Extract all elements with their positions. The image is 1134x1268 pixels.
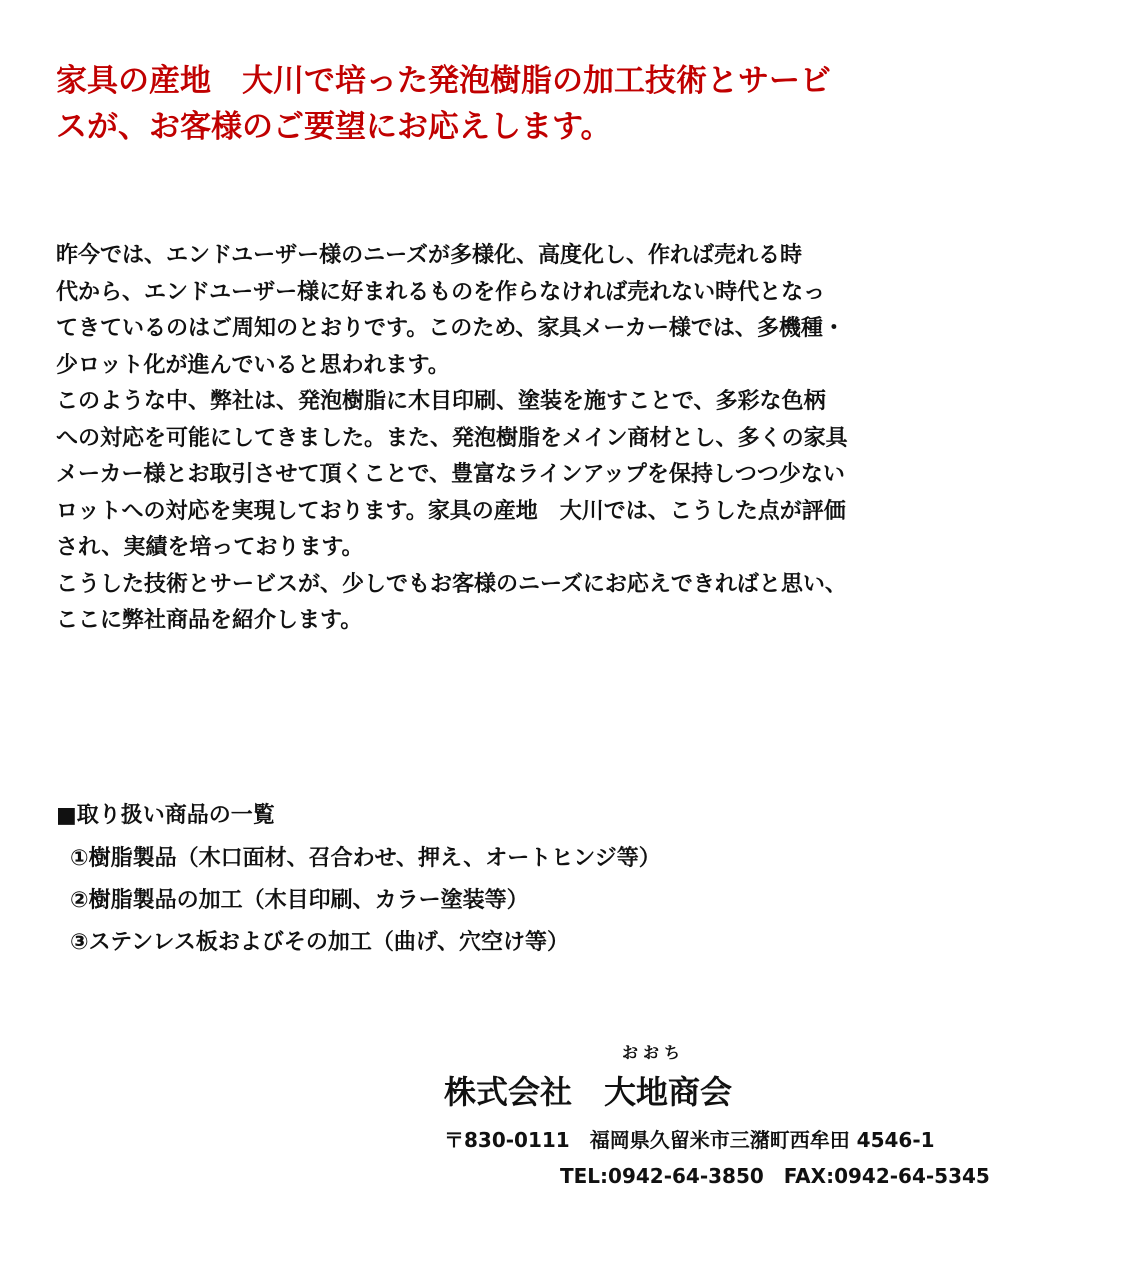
product-list <box>70 838 661 964</box>
product-list-heading: ■取り扱い商品の一覧 <box>56 803 275 828</box>
intro-line: への対応を可能にしてきました。また、発泡樹脂をメイン商材とし、多くの家具 <box>56 425 848 451</box>
intro-paragraph <box>56 238 1056 640</box>
intro-line: こうした技術とサービスが、少しでもお客様のニーズにお応えできればと思い、 <box>56 571 847 597</box>
intro-line: ロットへの対応を実現しております。家具の産地 大川では、こうした点が評価 <box>56 498 846 524</box>
intro-line: 昨今では、エンドユーザー様のニーズが多様化、高度化し、作れば売れる時 <box>56 243 803 268</box>
product-item-stainless: ③ステンレス板およびその加工（曲げ、穴空け等） <box>70 930 569 955</box>
intro-line: 代から、エンドユーザー様に好まれるものを作らなければ売れない時代となっ <box>56 279 826 305</box>
intro-line: てきているのはご周知のとおりです。このため、家具メーカー様では、多機種・ <box>56 316 845 341</box>
product-item-resin-processing: ②樹脂製品の加工（木目印刷、カラー塗装等） <box>70 888 529 913</box>
company-name: 株式会社 大地商会 <box>444 1073 733 1111</box>
intro-line: 少ロット化が進んでいると思われます。 <box>56 352 450 378</box>
intro-line: され、実績を培っております。 <box>56 535 364 560</box>
headline-line-2: スが、お客様のご要望にお応えします。 <box>56 109 612 145</box>
company-furigana: おおち <box>622 1043 686 1062</box>
company-phone: TEL:0942-64-3850 FAX:0942-64-5345 <box>560 1164 990 1188</box>
product-item-resin: ①樹脂製品（木口面材、召合わせ、押え、オートヒンジ等） <box>70 846 661 871</box>
intro-line: このような中、弊社は、発泡樹脂に木目印刷、塗装を施すことで、多彩な色柄 <box>56 389 826 414</box>
headline <box>56 58 1016 150</box>
intro-line: ここに弊社商品を紹介します。 <box>56 608 363 633</box>
intro-line: メーカー様とお取引させて頂くことで、豊富なラインアップを保持しつつ少ない <box>56 462 845 487</box>
headline-line-1: 家具の産地 大川で培った発泡樹脂の加工技術とサービ <box>56 63 831 99</box>
company-address: 〒830-0111 福岡県久留米市三潴町西牟田 4546-1 <box>444 1128 935 1152</box>
